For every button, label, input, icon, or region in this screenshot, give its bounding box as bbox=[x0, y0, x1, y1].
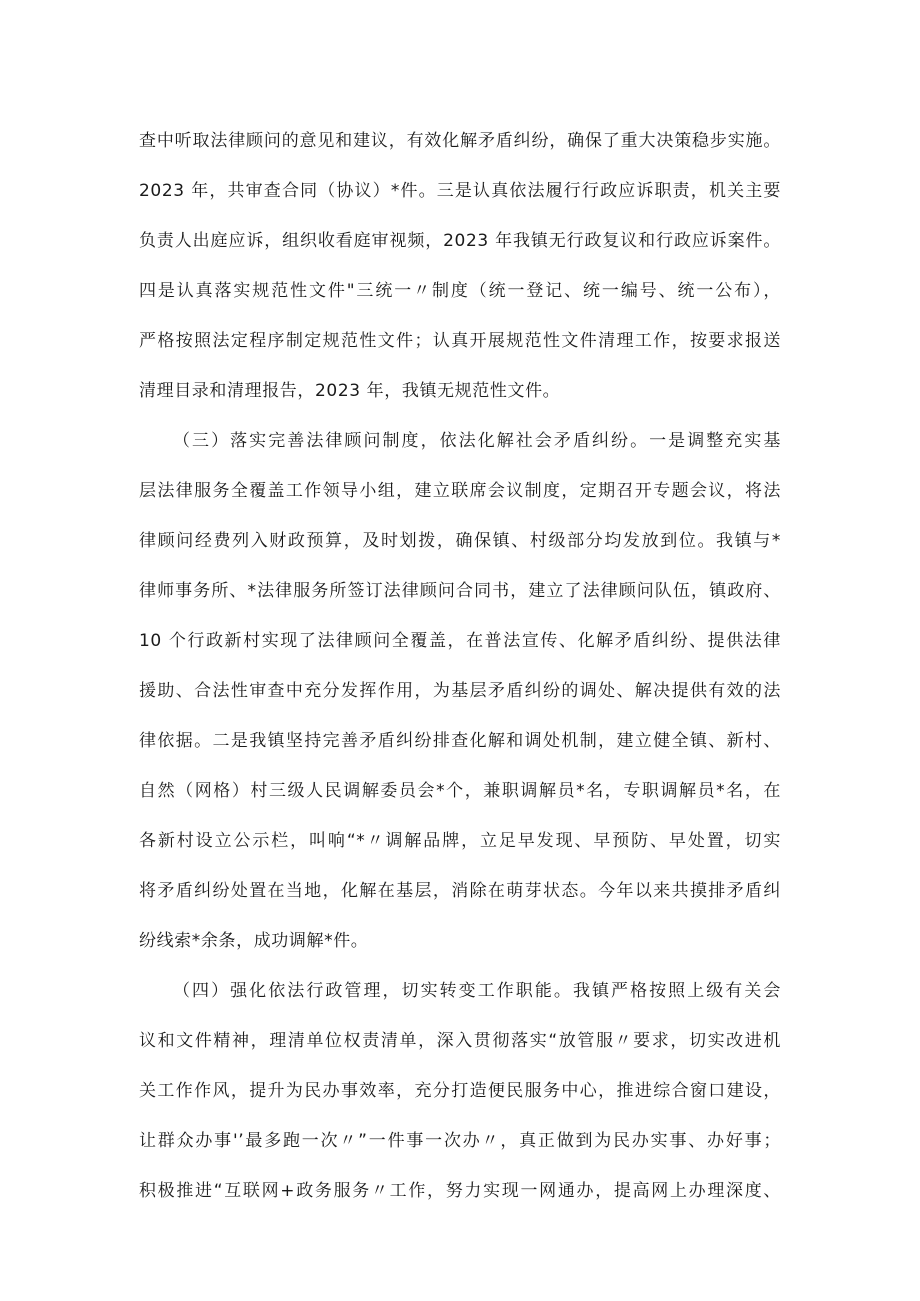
text-line: 律依据。二是我镇坚持完善矛盾纠纷排查化解和调处机制，建立健全镇、新村、 bbox=[139, 731, 781, 751]
text-line: 层法律服务全覆盖工作领导小组，建立联席会议制度，定期召开专题会议，将法 bbox=[139, 481, 781, 501]
text-line: 议和文件精神，理清单位权责清单，深入贯彻落实“放管服〃要求，切实改进机 bbox=[139, 1031, 781, 1051]
text-line: 关工作作风，提升为民办事效率，充分打造便民服务中心，推进综合窗口建设， bbox=[139, 1081, 781, 1101]
paragraph-first-line: （三）落实完善法律顾问制度，依法化解社会矛盾纠纷。一是调整充实基 bbox=[173, 431, 781, 451]
paragraph-first-line: （四）强化依法行政管理，切实转变工作职能。我镇严格按照上级有关会 bbox=[173, 981, 781, 1001]
text-line: 律师事务所、*法律服务所签订法律顾问合同书，建立了法律顾问队伍，镇政府、 bbox=[139, 581, 781, 601]
text-line: 2023 年，共审查合同（协议）*件。三是认真依法履行行政应诉职责，机关主要 bbox=[139, 181, 781, 201]
text-line: 各新村设立公示栏，叫响“*〃调解品牌，立足早发现、早预防、早处置，切实 bbox=[139, 831, 781, 851]
text-line: 自然（网格）村三级人民调解委员会*个，兼职调解员*名，专职调解员*名，在 bbox=[139, 781, 781, 801]
paragraph-last-line: 清理目录和清理报告，2023 年，我镇无规范性文件。 bbox=[139, 381, 561, 401]
text-line: 查中听取法律顾问的意见和建议，有效化解矛盾纠纷，确保了重大决策稳步实施。 bbox=[139, 131, 781, 151]
text-line: 严格按照法定程序制定规范性文件；认真开展规范性文件清理工作，按要求报送 bbox=[139, 331, 781, 351]
text-line: 负责人出庭应诉，组织收看庭审视频，2023 年我镇无行政复议和行政应诉案件。 bbox=[139, 231, 781, 251]
text-line: 积极推进“互联网+政务服务〃工作，努力实现一网通办，提高网上办理深度、 bbox=[139, 1181, 781, 1201]
text-line: 援助、合法性审查中充分发挥作用，为基层矛盾纠纷的调处、解决提供有效的法 bbox=[139, 681, 781, 701]
text-line: 律顾问经费列入财政预算，及时划拨，确保镇、村级部分均发放到位。我镇与* bbox=[139, 531, 781, 551]
text-line: 将矛盾纠纷处置在当地，化解在基层，消除在萌芽状态。今年以来共摸排矛盾纠 bbox=[139, 881, 781, 901]
text-line: 让群众办事'’最多跑一次〃”一件事一次办〃，真正做到为民办实事、办好事； bbox=[139, 1131, 781, 1151]
text-line: 四是认真落实规范性文件"三统一〃制度（统一登记、统一编号、统一公布）， bbox=[139, 281, 781, 301]
text-line: 10 个行政新村实现了法律顾问全覆盖，在普法宣传、化解矛盾纠纷、提供法律 bbox=[139, 631, 781, 651]
paragraph-last-line: 纷线索*余条，成功调解*件。 bbox=[139, 931, 369, 951]
